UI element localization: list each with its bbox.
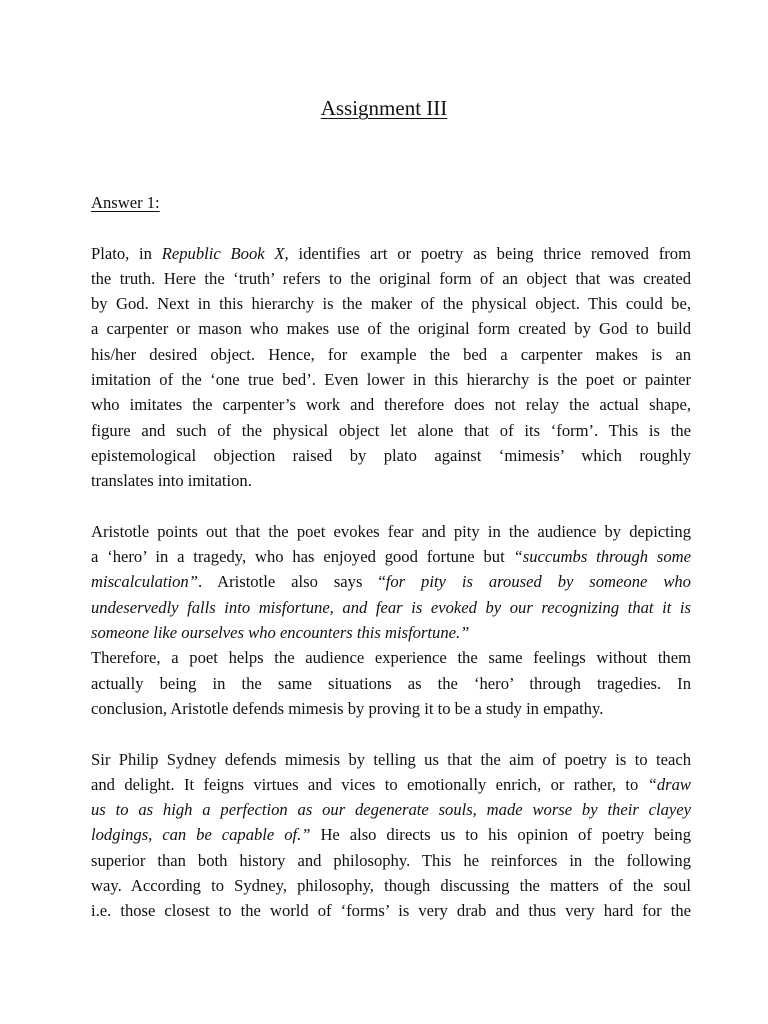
text-line: superior than both history and philosophy. This he reinforces in the following — [91, 850, 691, 870]
quote-italic: for pity is aroused by someone who — [385, 572, 691, 592]
text-line: actually being in the same situations as the ‘hero’ through tragedies. In — [91, 673, 691, 693]
text-line — [91, 620, 691, 645]
text-line: imitation of the ‘one true bed’. Even lower in this hierarchy is the poet or painter — [91, 370, 691, 390]
quote-italic: miscalculation” — [91, 572, 198, 592]
answer-heading: Answer 1: — [91, 193, 160, 212]
text-line: translates into imitation. — [91, 471, 252, 491]
text-line: Sir Philip Sydney defends mimesis by telling us that the aim of poetry is to teach — [91, 749, 691, 769]
paragraph-gap — [91, 721, 691, 746]
text-line: by God. Next in this hierarchy is the maker of the physical object. This could be, — [91, 294, 691, 314]
document-body — [91, 190, 691, 924]
quote-italic: someone like ourselves who encounters this misfortune.” — [91, 623, 470, 643]
text-line: way. According to Sydney, philosophy, though discussing the matters of the soul — [91, 876, 691, 896]
text-line: conclusion, Aristotle defends mimesis by proving it to be a study in empathy. — [91, 698, 604, 718]
paragraph-plato — [91, 241, 691, 494]
text-line: the truth. Here the ‘truth’ refers to the original form of an object that was created — [91, 268, 691, 288]
text-line: and delight. It feigns virtues and vices to emotionally enrich, or rather, to “draw — [91, 774, 691, 794]
text-line: Aristotle points out that the poet evokes fear and pity in the audience by depicting — [91, 521, 691, 541]
quote-italic: “succumbs through some — [513, 547, 691, 567]
text-line: lodgings, can be capable of.” He also directs us to his opinion of poetry being — [91, 825, 691, 845]
text-line: Therefore, a poet helps the audience experience the same feelings without them — [91, 648, 691, 668]
text-line — [91, 797, 691, 822]
text-line: epistemological objection raised by plato against ‘mimesis’ which roughly — [91, 445, 691, 465]
text-line: figure and such of the physical object let alone that of its ‘form’. This is the — [91, 420, 691, 440]
text-line: i.e. those closest to the world of ‘forms’ is very drab and thus very hard for the — [91, 901, 691, 921]
text-line: a carpenter or mason who makes use of the original form created by God to build — [91, 319, 691, 339]
text-line — [91, 595, 691, 620]
quote-italic: us to as high a perfection as our degenerate souls, made worse by their clayey — [91, 800, 691, 820]
paragraph-gap — [91, 494, 691, 519]
paragraph-gap — [91, 215, 691, 240]
text-line: a ‘hero’ in a tragedy, who has enjoyed good fortune but “succumbs through some — [91, 547, 691, 567]
quote-italic: undeservedly falls into misfortune, and fear is evoked by our recognizing that it is — [91, 597, 691, 617]
quote-italic: “draw — [647, 774, 691, 794]
book-title: Republic Book X — [161, 243, 285, 263]
text-line: Plato, in Republic Book X, identifies art or poetry as being thrice removed from — [91, 243, 691, 263]
quote-italic: lodgings, can be capable of.” — [91, 825, 311, 845]
document-title: Assignment III — [320, 96, 448, 120]
text-line: who imitates the carpenter’s work and therefore does not relay the actual shape, — [91, 395, 691, 415]
paragraph-sydney — [91, 747, 691, 924]
paragraph-aristotle — [91, 519, 691, 721]
text-line: his/her desired object. Hence, for example the bed a carpenter makes is an — [91, 344, 691, 364]
text-line: miscalculation”. Aristotle also says “for pity is aroused by someone who — [91, 572, 691, 592]
